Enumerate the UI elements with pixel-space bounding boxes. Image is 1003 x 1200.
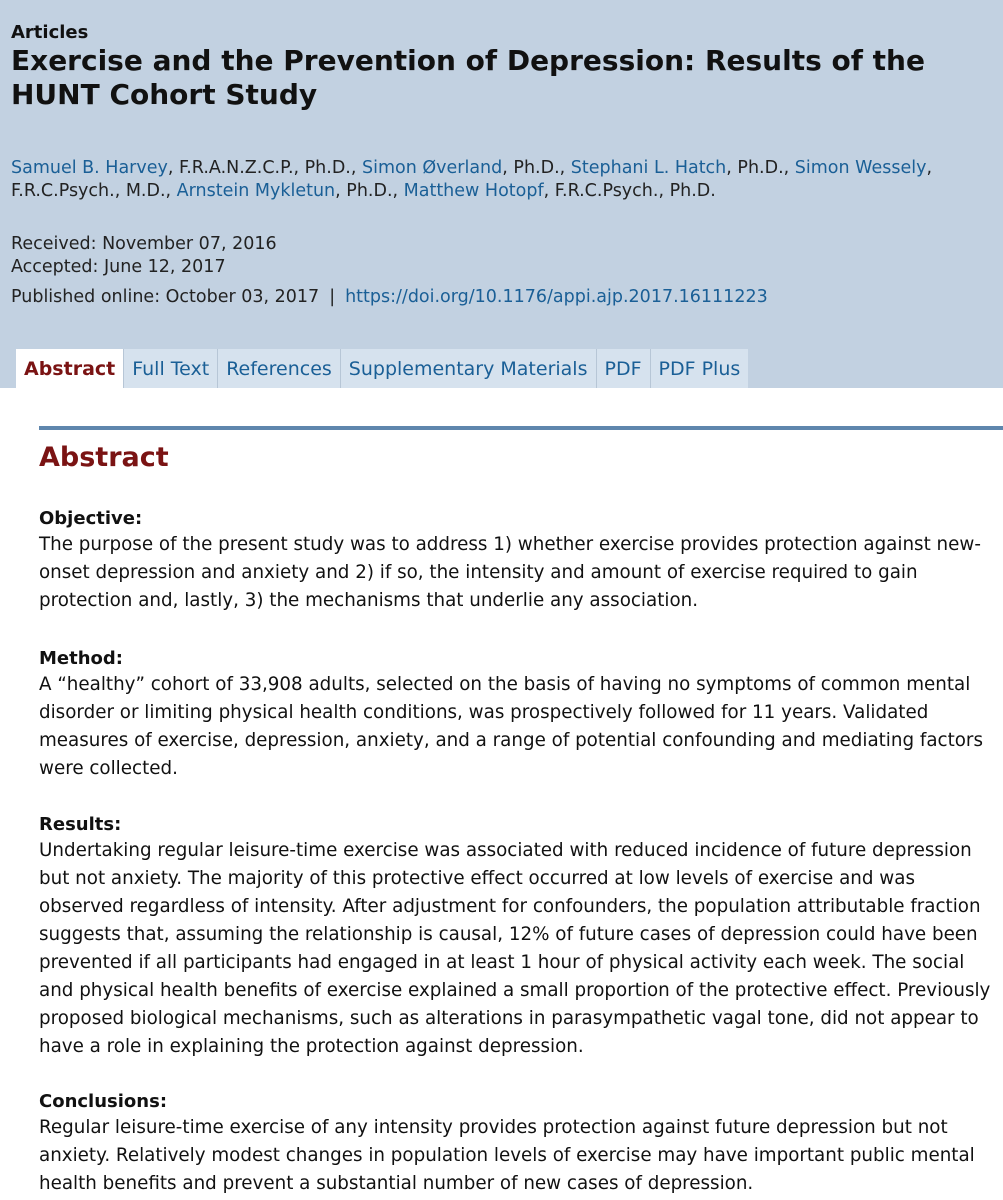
author-credentials: , F.R.C.Psych., M.D., — [11, 158, 933, 201]
method-block — [39, 647, 1003, 783]
abstract-section — [39, 426, 1003, 1194]
publication-info — [11, 286, 768, 309]
accepted-date: Accepted: June 12, 2017 — [11, 257, 226, 277]
method-text: A “healthy” cohort of 33,908 adults, selected on the basis of having no symptoms of common mental disorder or limiting physical health conditions, was prospectively followed for 11 years. Validated measures of exercise, depression, anxiety, and a range of potential confounding and mediating factors were collected. — [39, 674, 983, 779]
results-text: Undertaking regular leisure-time exercise was associated with reduced incidence of future depression but not anxiety. The majority of this protective effect occurred at low levels of exercise and was observed regardless of intensity. After adjustment for confounders, the population attributable fraction suggests that, assuming the relationship is causal, 12% of future cases of depression could have been prevented if all participants had engaged in at least 1 hour of physical activity each week. The social and physical health benefits of exercise explained a small proportion of the protective effect. Previously proposed biological mechanisms, such as alterations in parasympathetic vagal tone, did not appear to have a role in explaining the protection against depression. — [39, 840, 991, 1057]
abstract-heading: Abstract — [39, 442, 169, 473]
author-credentials: , Ph.D., — [726, 158, 795, 178]
objective-text: The purpose of the present study was to address 1) whether exercise provides protection against new-onset depression and anxiety and 2) if so, the intensity and amount of exercise required to gain protection and, lastly, 3) the mechanisms that underlie any association. — [39, 534, 981, 611]
author-link[interactable]: Simon Øverland — [362, 158, 503, 178]
author-link[interactable]: Simon Wessely — [794, 158, 927, 178]
conclusions-block — [39, 1090, 1003, 1198]
tab-full-text[interactable]: Full Text — [124, 349, 218, 388]
author-link[interactable]: Matthew Hotopf — [403, 181, 544, 201]
author-credentials: , Ph.D., — [502, 158, 571, 178]
article-dates — [11, 233, 277, 279]
tab-pdf[interactable]: PDF — [597, 349, 651, 388]
author-link[interactable]: Stephani L. Hatch — [570, 158, 727, 178]
author-list — [11, 157, 991, 203]
author-link[interactable]: Arnstein Mykletun — [176, 181, 336, 201]
method-heading: Method: — [39, 648, 123, 669]
objective-heading: Objective: — [39, 508, 143, 529]
received-date: Received: November 07, 2016 — [11, 234, 277, 254]
conclusions-text: Regular leisure-time exercise of any intensity provides protection against future depression but not anxiety. Relatively modest changes in population levels of exercise may have important public mental health benefits and prevent a substantial number of new cases of depression. — [39, 1117, 975, 1194]
separator: | — [329, 287, 336, 307]
author-credentials: , Ph.D., — [335, 181, 404, 201]
tab-references[interactable]: References — [218, 349, 341, 388]
article-tabs — [16, 349, 748, 388]
conclusions-heading: Conclusions: — [39, 1091, 168, 1112]
results-heading: Results: — [39, 814, 122, 835]
author-credentials: , F.R.A.N.Z.C.P., Ph.D., — [167, 158, 362, 178]
tab-pdf-plus[interactable]: PDF Plus — [651, 349, 749, 388]
tab-abstract[interactable]: Abstract — [16, 349, 124, 388]
section-label: Articles — [11, 22, 89, 43]
article-header — [0, 0, 1003, 388]
author-credentials: , F.R.C.Psych., Ph.D. — [543, 181, 716, 201]
article-title: Exercise and the Prevention of Depression: Results of the HUNT Cohort Study — [11, 44, 925, 111]
tab-supplementary-materials[interactable]: Supplementary Materials — [341, 349, 597, 388]
objective-block — [39, 507, 1003, 615]
author-link[interactable]: Samuel B. Harvey — [11, 158, 168, 178]
results-block — [39, 813, 1003, 1061]
published-date: Published online: October 03, 2017 — [11, 287, 320, 307]
doi-link[interactable]: https://doi.org/10.1176/appi.ajp.2017.16111223 — [345, 287, 768, 307]
